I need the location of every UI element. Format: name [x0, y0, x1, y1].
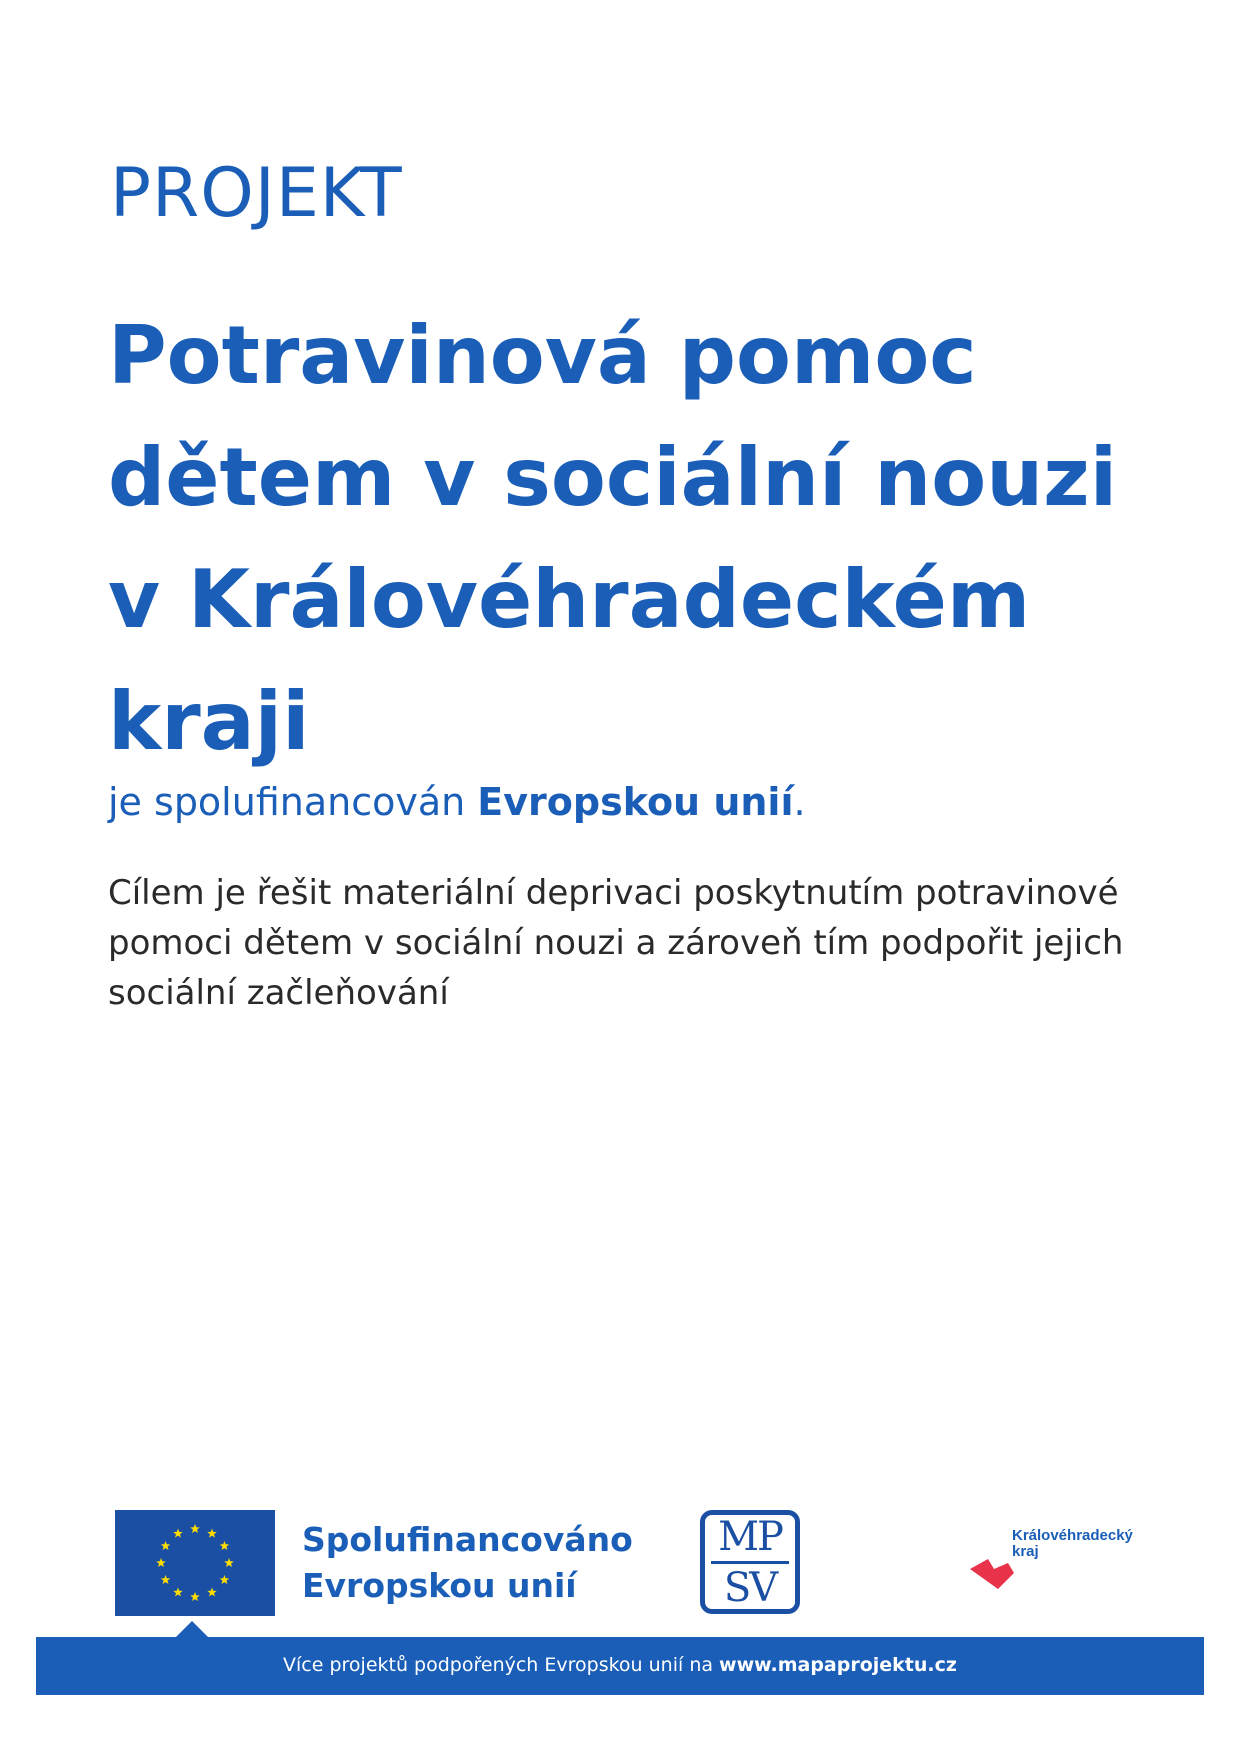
cofinanced-eu: Evropskou unií: [477, 780, 794, 824]
eu-star-icon: [190, 1524, 200, 1533]
eu-text-line: Spolufinancováno: [302, 1520, 633, 1559]
kraj-text-line: kraj: [1012, 1543, 1039, 1560]
project-title: [108, 295, 1168, 783]
eu-cofinanced-text: [302, 1517, 633, 1609]
title-line: kraji: [108, 675, 310, 768]
footer-prefix: Více projektů podpořených Evropskou unií na: [283, 1654, 720, 1676]
cofinanced-suffix: .: [793, 780, 806, 824]
eu-star-icon: [207, 1529, 217, 1538]
cofinanced-statement: [108, 780, 806, 826]
mpsv-logo-top: MP: [718, 1514, 782, 1560]
title-line: dětem v sociální nouzi: [108, 431, 1118, 524]
eu-star-icon: [161, 1575, 171, 1584]
eu-star-icon: [190, 1592, 200, 1601]
eu-star-icon: [173, 1529, 183, 1538]
footer-bar: [36, 1637, 1204, 1695]
eu-text-line: Evropskou unií: [302, 1566, 577, 1605]
eu-stars-icon: [115, 1510, 275, 1616]
eu-star-icon: [224, 1558, 234, 1567]
project-kicker: PROJEKT: [110, 154, 403, 233]
project-goal: Cílem je řešit materiální deprivaci poskytnutím potravinové pomoci dětem v sociální nouzi a zároveň tím podpořit jejich sociální začleňování: [108, 873, 1124, 1013]
eu-star-icon: [173, 1587, 183, 1596]
eu-flag-logo: [115, 1510, 275, 1616]
mpsv-logo-divider: [711, 1561, 789, 1564]
footer-text: [36, 1653, 1204, 1677]
eu-star-icon: [161, 1541, 171, 1550]
eu-star-icon: [156, 1558, 166, 1567]
eu-star-icon: [220, 1541, 230, 1550]
kraj-text-line: Královéhradecký: [1012, 1527, 1133, 1544]
title-line: v Královéhradeckém: [108, 553, 1031, 646]
kraj-logo-text: [1012, 1528, 1133, 1560]
mpsv-logo-bottom: SV: [723, 1565, 777, 1611]
eu-star-icon: [207, 1587, 217, 1596]
footer-link[interactable]: www.mapaprojektu.cz: [719, 1654, 957, 1676]
footer-bar-notch: [175, 1621, 209, 1638]
title-line: Potravinová pomoc: [108, 309, 977, 402]
eu-star-icon: [220, 1575, 230, 1584]
mpsv-logo: [700, 1510, 800, 1614]
cofinanced-prefix: je spolufinancován: [108, 780, 478, 824]
